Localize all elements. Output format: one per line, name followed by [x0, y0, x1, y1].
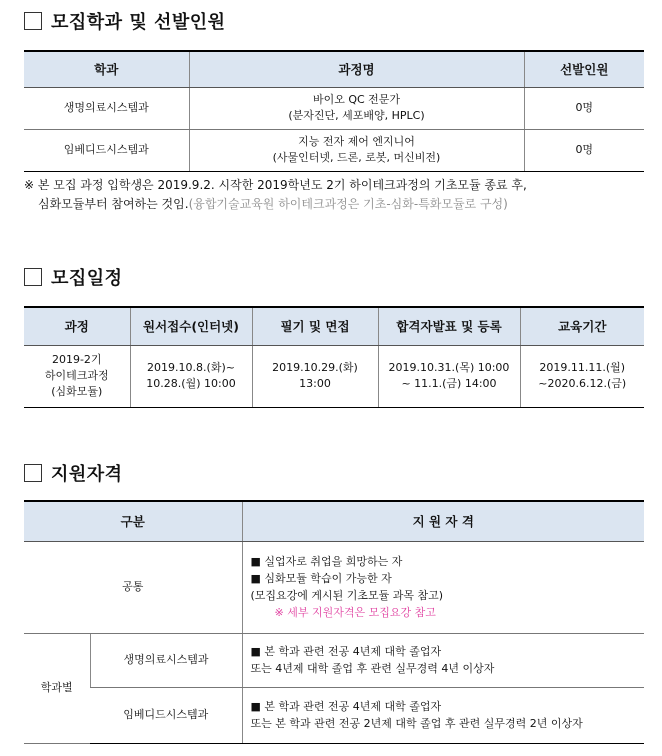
dept-name: 생명의료시스템과 — [90, 633, 242, 687]
course-name: 지능 전자 제어 엔지니어 (사물인터넷, 드론, 로봇, 머신비전) — [189, 129, 524, 171]
dept-table — [24, 50, 644, 172]
schedule-apply: 2019.10.8.(화)~ 10.28.(월) 10:00 — [130, 345, 252, 407]
qualification-table — [24, 500, 644, 744]
header-category: 구분 — [24, 501, 242, 541]
schedule-exam: 2019.10.29.(화) 13:00 — [252, 345, 378, 407]
header-course: 과정명 — [189, 51, 524, 87]
section-title-recruit-dept — [24, 8, 226, 34]
header-apply: 원서접수(인터넷) — [130, 307, 252, 345]
checkbox-square-icon — [24, 12, 42, 30]
table-header-row — [24, 501, 644, 541]
checkbox-square-icon — [24, 268, 42, 286]
header-dept: 학과 — [24, 51, 189, 87]
dept-name: 생명의료시스템과 — [24, 87, 189, 129]
section-title-text: 지원자격 — [51, 464, 123, 485]
table-row — [24, 345, 644, 407]
schedule-course: 2019-2기 하이테크과정 (심화모듈) — [24, 345, 130, 407]
header-qualification: 지 원 자 격 — [242, 501, 644, 541]
schedule-announce: 2019.10.31.(목) 10:00 ~ 11.1.(금) 14:00 — [378, 345, 520, 407]
section-title-qualification — [24, 460, 123, 486]
common-note: ※ 세부 지원자격은 모집요강 참고 — [274, 606, 436, 620]
table-header-row — [24, 307, 644, 345]
select-count: 0명 — [524, 129, 644, 171]
dept-name: 임베디드시스템과 — [90, 687, 242, 743]
section-title-text: 모집학과 및 선발인원 — [51, 12, 226, 33]
header-period: 교육기간 — [520, 307, 644, 345]
dept-qualification: ■ 본 학과 관련 전공 4년제 대학 졸업자 또는 본 학과 관련 전공 2년제 대학 졸업 후 관련 실무경력 2년 이상자 — [242, 687, 644, 743]
header-count: 선발인원 — [524, 51, 644, 87]
checkbox-square-icon — [24, 464, 42, 482]
select-count: 0명 — [524, 87, 644, 129]
table-row — [24, 87, 644, 129]
table-header-row — [24, 51, 644, 87]
table-row — [24, 541, 644, 633]
admission-note: ※ 본 모집 과정 입학생은 2019.9.2. 시작한 2019학년도 2기 하이테크과정의 기초모듈 종료 후, 심화모듈부터 참여하는 것임.(융합기술교육원 하이테크과정은 기초-심화-특화모듈로 구성) — [24, 178, 527, 212]
header-announce: 합격자발표 및 등록 — [378, 307, 520, 345]
course-name: 바이오 QC 전문가 (분자진단, 세포배양, HPLC) — [189, 87, 524, 129]
table-row — [24, 129, 644, 171]
schedule-table — [24, 306, 644, 408]
table-row — [24, 633, 644, 687]
common-qualification: ■ 실업자로 취업을 희망하는 자 ■ 심화모듈 학습이 가능한 자 (모집요강에 게시된 기초모듈 과목 참고) ※ 세부 지원자격은 모집요강 참고 — [242, 541, 644, 633]
header-exam: 필기 및 면접 — [252, 307, 378, 345]
section-title-text: 모집일정 — [51, 268, 123, 289]
common-label: 공통 — [24, 541, 242, 633]
schedule-period: 2019.11.11.(월) ~2020.6.12.(금) — [520, 345, 644, 407]
table-row — [24, 687, 644, 743]
dept-qualification: ■ 본 학과 관련 전공 4년제 대학 졸업자 또는 4년제 대학 졸업 후 관련 실무경력 4년 이상자 — [242, 633, 644, 687]
section-title-schedule — [24, 264, 123, 290]
dept-name: 임베디드시스템과 — [24, 129, 189, 171]
header-course: 과정 — [24, 307, 130, 345]
by-dept-label: 학과별 — [24, 633, 90, 743]
